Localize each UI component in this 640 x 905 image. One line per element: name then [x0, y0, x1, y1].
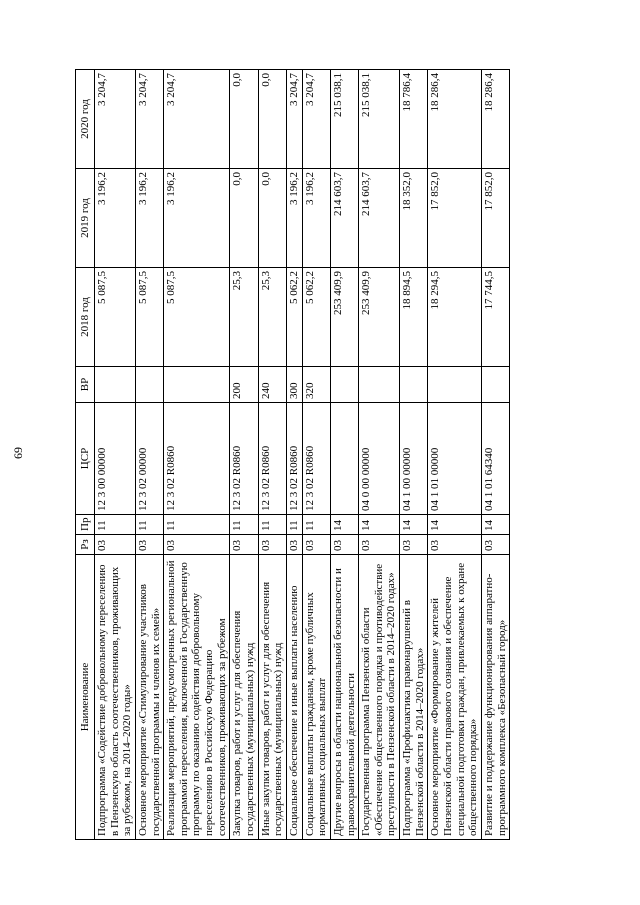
budget-table: [75, 69, 510, 840]
row-pr: 11: [230, 515, 258, 535]
row-rz: 03: [359, 535, 400, 555]
row-name: Иные закупки товаров, работ и услуг для обеспечения государственных (муниципальных) нужд: [258, 555, 286, 840]
row-2018: 25,3: [258, 268, 286, 367]
row-vr: 300: [286, 367, 302, 403]
row-name: Подпрограмма «Содействие добровольному переселению в Пензенскую область соотечественников, проживающих за рубежом, на 2014–2020 годы»: [95, 555, 136, 840]
row-vr: [95, 367, 136, 403]
row-csr: 04 1 00 00000: [400, 403, 428, 515]
rotated-landscape-table: [75, 70, 570, 840]
row-2018: 5 062,2: [302, 268, 330, 367]
row-2018: 253 409,9: [359, 268, 400, 367]
table-row: [330, 70, 358, 840]
row-2020: 18 286,4: [481, 70, 509, 169]
header-2020: 2020 год: [76, 70, 95, 169]
row-rz: 03: [302, 535, 330, 555]
row-rz: 03: [258, 535, 286, 555]
header-name: Наименование: [76, 555, 95, 840]
row-pr: 11: [286, 515, 302, 535]
table-row: [95, 70, 136, 840]
row-pr: 14: [400, 515, 428, 535]
row-2020: 0,0: [258, 70, 286, 169]
table-row: [359, 70, 400, 840]
header-pr: Пр: [76, 515, 95, 535]
header-vr: ВР: [76, 367, 95, 403]
page-number: 69: [11, 447, 25, 459]
budget-table-container: [75, 70, 570, 840]
row-name: Основное мероприятие «Стимулирование участников государственной программы и членов их семей»: [135, 555, 163, 840]
table-row: [302, 70, 330, 840]
row-rz: 03: [95, 535, 136, 555]
row-rz: 03: [428, 535, 482, 555]
header-2018: 2018 год: [76, 268, 95, 367]
row-vr: 240: [258, 367, 286, 403]
row-2020: 3 204,7: [302, 70, 330, 169]
table-row: [135, 70, 163, 840]
row-rz: 03: [330, 535, 358, 555]
row-csr: 12 3 02 R0860: [258, 403, 286, 515]
row-vr: 320: [302, 367, 330, 403]
row-2018: 25,3: [230, 268, 258, 367]
header-csr: ЦСР: [76, 403, 95, 515]
row-2018: 18 894,5: [400, 268, 428, 367]
row-vr: [481, 367, 509, 403]
row-2018: 18 294,5: [428, 268, 482, 367]
row-vr: 200: [230, 367, 258, 403]
row-csr: 12 3 02 R0860: [164, 403, 230, 515]
row-2019: 18 352,0: [400, 169, 428, 268]
row-2018: 17 744,5: [481, 268, 509, 367]
row-2019: 0,0: [230, 169, 258, 268]
row-csr: 04 1 01 64340: [481, 403, 509, 515]
row-csr: 12 3 02 00000: [135, 403, 163, 515]
row-2019: 17 852,0: [428, 169, 482, 268]
row-name: Другие вопросы в области национальной безопасности и правоохранительной деятельности: [330, 555, 358, 840]
row-name: Государственная программа Пензенской области «Обеспечение общественного порядка и противодействие преступности в Пензенской области в 2014–2020 годах»: [359, 555, 400, 840]
row-csr: [330, 403, 358, 515]
row-2018: 5 087,5: [135, 268, 163, 367]
table-row: [481, 70, 509, 840]
table-row: [428, 70, 482, 840]
row-csr: 04 1 01 00000: [428, 403, 482, 515]
row-2020: 215 038,1: [330, 70, 358, 169]
row-pr: 11: [302, 515, 330, 535]
row-name: Развитие и поддержание функционирования аппаратно-программного комплекса «Безопасный город»: [481, 555, 509, 840]
row-2019: 3 196,2: [286, 169, 302, 268]
row-pr: 11: [95, 515, 136, 535]
row-vr: [359, 367, 400, 403]
row-vr: [428, 367, 482, 403]
row-vr: [135, 367, 163, 403]
row-csr: 12 3 02 R0860: [230, 403, 258, 515]
row-name: Социальные выплаты гражданам, кроме публичных нормативных социальных выплат: [302, 555, 330, 840]
row-name: Социальное обеспечение и иные выплаты населению: [286, 555, 302, 840]
row-rz: 03: [400, 535, 428, 555]
row-csr: 04 0 00 00000: [359, 403, 400, 515]
row-2020: 215 038,1: [359, 70, 400, 169]
row-rz: 03: [286, 535, 302, 555]
row-pr: 14: [428, 515, 482, 535]
row-csr: 12 3 00 00000: [95, 403, 136, 515]
row-pr: 14: [481, 515, 509, 535]
row-pr: 11: [164, 515, 230, 535]
row-2020: 3 204,7: [286, 70, 302, 169]
row-vr: [164, 367, 230, 403]
row-2019: 17 852,0: [481, 169, 509, 268]
table-header-row: [76, 70, 95, 840]
row-csr: 12 3 02 R0860: [286, 403, 302, 515]
row-2019: 0,0: [258, 169, 286, 268]
row-name: Реализация мероприятий, предусмотренных региональной программой переселения, включенной в Государственную программу по оказанию содействия добровольному переселению в Российскую Федерацию соотечественников, проживающих за рубежом: [164, 555, 230, 840]
row-2020: 18 786,4: [400, 70, 428, 169]
row-2019: 3 196,2: [164, 169, 230, 268]
header-rz: Рз: [76, 535, 95, 555]
row-pr: 14: [359, 515, 400, 535]
row-csr: 12 3 02 R0860: [302, 403, 330, 515]
row-pr: 14: [330, 515, 358, 535]
row-2018: 5 087,5: [164, 268, 230, 367]
row-2018: 253 409,9: [330, 268, 358, 367]
row-name: Основное мероприятие «Формирование у жителей Пензенской области правового сознания и обеспечение специальной подготовки граждан, привлекаемых к охране общественного порядка»: [428, 555, 482, 840]
row-2019: 3 196,2: [302, 169, 330, 268]
row-2019: 3 196,2: [95, 169, 136, 268]
row-2020: 18 286,4: [428, 70, 482, 169]
header-2019: 2019 год: [76, 169, 95, 268]
row-rz: 03: [135, 535, 163, 555]
row-2018: 5 087,5: [95, 268, 136, 367]
row-name: Подпрограмма «Профилактика правонарушений в Пензенской области в 2014–2020 годах»: [400, 555, 428, 840]
row-vr: [330, 367, 358, 403]
row-rz: 03: [164, 535, 230, 555]
row-name: Закупка товаров, работ и услуг для обеспечения государственных (муниципальных) нужд: [230, 555, 258, 840]
table-row: [286, 70, 302, 840]
table-row: [258, 70, 286, 840]
table-row: [400, 70, 428, 840]
row-vr: [400, 367, 428, 403]
table-row: [164, 70, 230, 840]
row-2020: 3 204,7: [135, 70, 163, 169]
row-2019: 3 196,2: [135, 169, 163, 268]
row-2019: 214 603,7: [359, 169, 400, 268]
row-pr: 11: [135, 515, 163, 535]
row-rz: 03: [481, 535, 509, 555]
row-pr: 11: [258, 515, 286, 535]
row-2018: 5 062,2: [286, 268, 302, 367]
row-rz: 03: [230, 535, 258, 555]
table-row: [230, 70, 258, 840]
row-2020: 3 204,7: [95, 70, 136, 169]
row-2019: 214 603,7: [330, 169, 358, 268]
row-2020: 0,0: [230, 70, 258, 169]
row-2020: 3 204,7: [164, 70, 230, 169]
